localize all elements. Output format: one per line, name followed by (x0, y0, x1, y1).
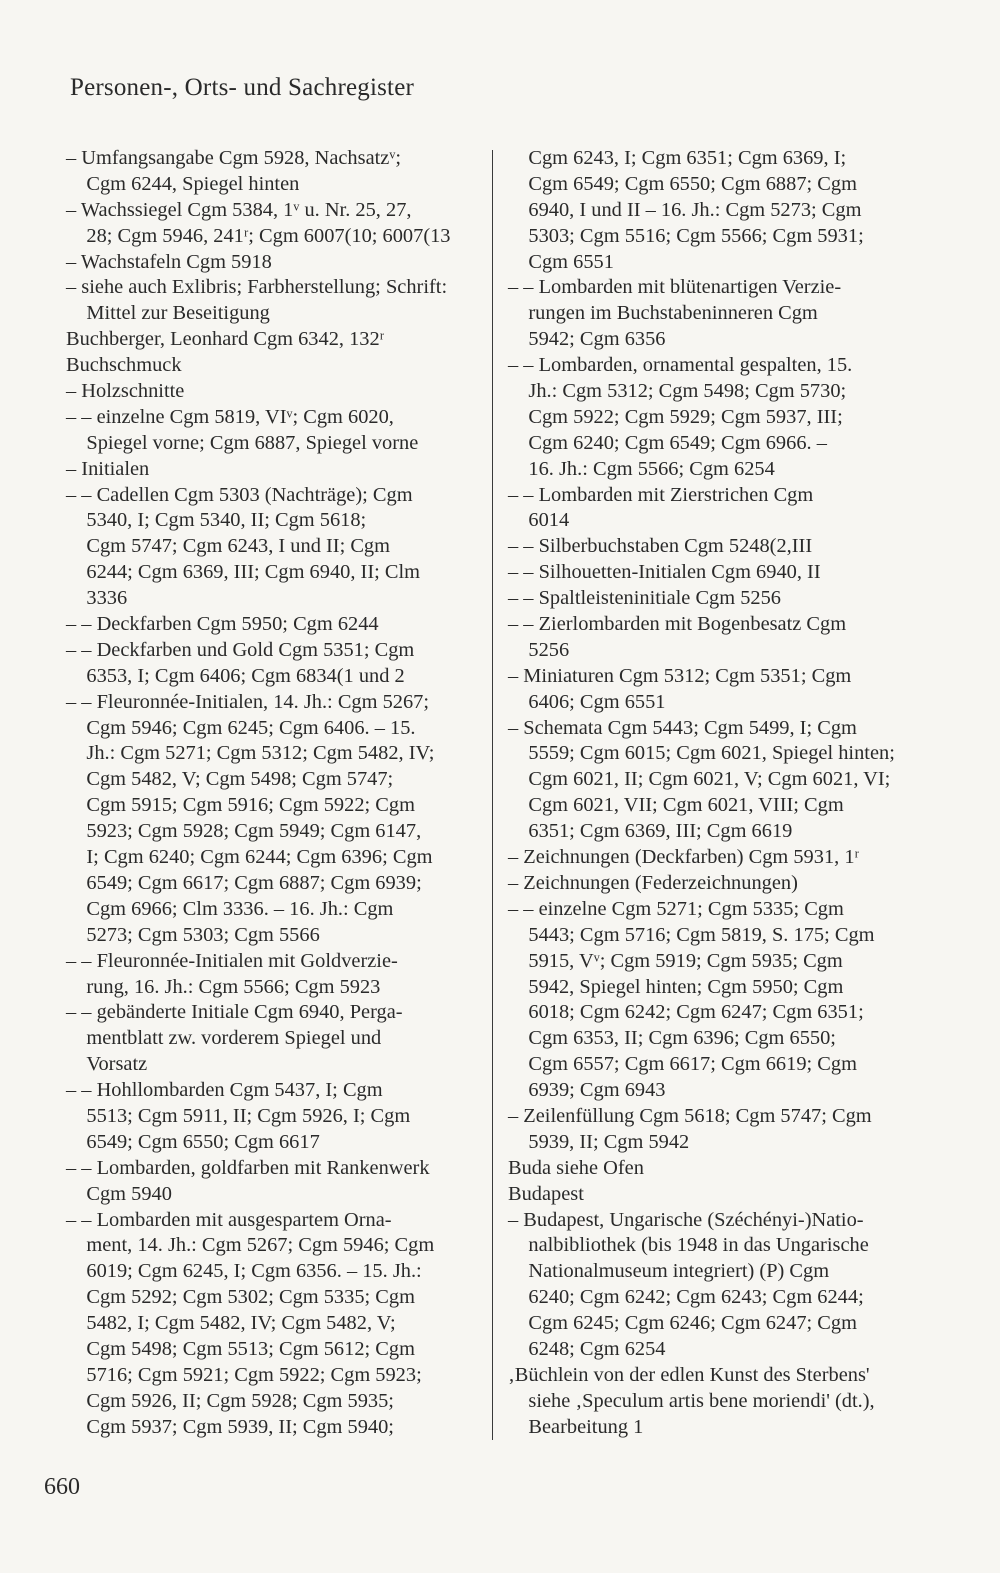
register-line: – – Silberbuchstaben Cgm 5248(2,III (508, 535, 813, 558)
register-line: Cgm 6244, Spiegel hinten (66, 172, 300, 195)
register-line: Budapest (508, 1182, 584, 1205)
register-line: 5923; Cgm 5928; Cgm 5949; Cgm 6147, (66, 820, 422, 843)
register-line: Cgm 5946; Cgm 6245; Cgm 6406. – 15. (66, 716, 416, 739)
register-line: Cgm 5498; Cgm 5513; Cgm 5612; Cgm (66, 1337, 415, 1360)
register-line: 5939, II; Cgm 5942 (508, 1130, 690, 1153)
register-line: – Umfangsangabe Cgm 5928, Nachsatzᵛ; (66, 147, 401, 169)
register-line: – Zeichnungen (Deckfarben) Cgm 5931, 1ʳ (508, 846, 859, 869)
register-line: Cgm 6966; Clm 3336. – 16. Jh.: Cgm (66, 897, 394, 920)
register-line: Buchschmuck (66, 354, 182, 377)
register-line: 5482, I; Cgm 5482, IV; Cgm 5482, V; (66, 1312, 396, 1335)
register-line: Cgm 6557; Cgm 6617; Cgm 6619; Cgm (508, 1053, 857, 1076)
register-line: nalbibliothek (bis 1948 in das Ungarische (508, 1234, 869, 1257)
register-line: – – Spaltleisteninitiale Cgm 5256 (508, 587, 781, 610)
register-line: 5340, I; Cgm 5340, II; Cgm 5618; (66, 509, 367, 532)
register-line: 28; Cgm 5946, 241ʳ; Cgm 6007(10; 6007(13 (66, 224, 451, 247)
register-line: 5513; Cgm 5911, II; Cgm 5926, I; Cgm (66, 1104, 411, 1127)
register-line: – Miniaturen Cgm 5312; Cgm 5351; Cgm (508, 664, 852, 687)
register-line: – Holzschnitte (66, 380, 185, 403)
register-line: Vorsatz (66, 1053, 148, 1076)
register-line: 5716; Cgm 5921; Cgm 5922; Cgm 5923; (66, 1363, 422, 1386)
register-line: 5273; Cgm 5303; Cgm 5566 (66, 923, 320, 946)
register-line: 6939; Cgm 6943 (508, 1079, 666, 1102)
register-line: Spiegel vorne; Cgm 6887, Spiegel vorne (66, 431, 419, 454)
register-line: rungen im Buchstabeninneren Cgm (508, 302, 818, 325)
register-line: – – Lombarden mit blütenartigen Verzie- (508, 276, 842, 299)
register-line: – – Deckfarben und Gold Cgm 5351; Cgm (66, 638, 415, 661)
register-line: Cgm 6243, I; Cgm 6351; Cgm 6369, I; (508, 147, 847, 169)
register-line: 6014 (508, 509, 570, 532)
register-line: 6248; Cgm 6254 (508, 1337, 666, 1360)
register-line: Cgm 5940 (66, 1182, 172, 1205)
register-line: Cgm 6240; Cgm 6549; Cgm 6966. – (508, 431, 827, 454)
register-line: 6940, I und II – 16. Jh.: Cgm 5273; Cgm (508, 198, 862, 221)
register-line: – Zeilenfüllung Cgm 5618; Cgm 5747; Cgm (508, 1104, 872, 1127)
page-title: Personen-, Orts- und Sachregister (70, 74, 415, 101)
register-line: – – einzelne Cgm 5271; Cgm 5335; Cgm (508, 897, 844, 920)
register-line: – – gebänderte Initiale Cgm 6940, Perga- (66, 1001, 403, 1024)
register-line: – – Zierlombarden mit Bogenbesatz Cgm (508, 613, 847, 636)
register-line: ment, 14. Jh.: Cgm 5267; Cgm 5946; Cgm (66, 1234, 435, 1257)
register-line: – – Lombarden, goldfarben mit Rankenwerk (66, 1156, 430, 1179)
register-line: I; Cgm 6240; Cgm 6244; Cgm 6396; Cgm (66, 846, 433, 869)
register-line: Cgm 5926, II; Cgm 5928; Cgm 5935; (66, 1389, 394, 1412)
register-line: – – einzelne Cgm 5819, VIᵛ; Cgm 6020, (66, 405, 394, 428)
register-line: 6353, I; Cgm 6406; Cgm 6834(1 und 2 (66, 664, 405, 687)
register-line: 6406; Cgm 6551 (508, 690, 666, 713)
register-line: – Schemata Cgm 5443; Cgm 5499, I; Cgm (508, 716, 857, 739)
register-line: Jh.: Cgm 5312; Cgm 5498; Cgm 5730; (508, 380, 847, 403)
register-line: – Initialen (66, 457, 150, 480)
register-line: – siehe auch Exlibris; Farbherstellung; Schrift: (66, 276, 448, 299)
register-line: Cgm 6353, II; Cgm 6396; Cgm 6550; (508, 1027, 836, 1050)
register-line: – Zeichnungen (Federzeichnungen) (508, 871, 798, 894)
register-line: – Wachssiegel Cgm 5384, 1ᵛ u. Nr. 25, 27, (66, 198, 412, 221)
register-line: Cgm 5482, V; Cgm 5498; Cgm 5747; (66, 768, 394, 791)
register-line: 6351; Cgm 6369, III; Cgm 6619 (508, 820, 793, 843)
register-line: – – Lombarden mit ausgespartem Orna- (66, 1208, 392, 1231)
register-line: Jh.: Cgm 5271; Cgm 5312; Cgm 5482, IV; (66, 742, 435, 765)
register-line: 6549; Cgm 6550; Cgm 6617 (66, 1130, 320, 1153)
register-line: ‚Büchlein von der edlen Kunst des Sterbens' (508, 1363, 870, 1386)
register-line: 5915, Vᵛ; Cgm 5919; Cgm 5935; Cgm (508, 949, 843, 972)
register-line: 5942, Spiegel hinten; Cgm 5950; Cgm (508, 975, 844, 998)
register-line: – – Deckfarben Cgm 5950; Cgm 6244 (66, 613, 379, 636)
register-line: Cgm 5922; Cgm 5929; Cgm 5937, III; (508, 405, 843, 428)
register-line: – – Lombarden, ornamental gespalten, 15. (508, 354, 853, 377)
register-line: – Wachstafeln Cgm 5918 (66, 250, 272, 273)
register-line: Buda siehe Ofen (508, 1156, 644, 1179)
register-line: Mittel zur Beseitigung (66, 302, 270, 325)
register-line: – – Hohllombarden Cgm 5437, I; Cgm (66, 1079, 383, 1102)
register-line: 16. Jh.: Cgm 5566; Cgm 6254 (508, 457, 775, 480)
register-line: Nationalmuseum integriert) (P) Cgm (508, 1260, 830, 1283)
right-column (508, 146, 938, 1441)
register-line: Cgm 6551 (508, 250, 614, 273)
register-line: 6244; Cgm 6369, III; Cgm 6940, II; Clm (66, 561, 420, 584)
register-line: Cgm 5937; Cgm 5939, II; Cgm 5940; (66, 1415, 394, 1438)
register-line: – – Fleuronnée-Initialen, 14. Jh.: Cgm 5267; (66, 690, 430, 713)
register-line: Cgm 6245; Cgm 6246; Cgm 6247; Cgm (508, 1312, 857, 1335)
register-line: Cgm 6021, II; Cgm 6021, V; Cgm 6021, VI; (508, 768, 891, 791)
register-line: 5559; Cgm 6015; Cgm 6021, Spiegel hinten; (508, 742, 895, 765)
register-line: – – Fleuronnée-Initialen mit Goldverzie- (66, 949, 398, 972)
register-line: Cgm 5292; Cgm 5302; Cgm 5335; Cgm (66, 1286, 415, 1309)
page-number: 660 (44, 1474, 80, 1500)
register-line: 3336 (66, 587, 128, 610)
register-line: Cgm 5747; Cgm 6243, I und II; Cgm (66, 535, 390, 558)
register-line: mentblatt zw. vorderem Spiegel und (66, 1027, 382, 1050)
register-line: 6240; Cgm 6242; Cgm 6243; Cgm 6244; (508, 1286, 864, 1309)
register-line: 6549; Cgm 6617; Cgm 6887; Cgm 6939; (66, 871, 422, 894)
register-line: – Budapest, Ungarische (Széchényi-)Natio- (508, 1208, 864, 1231)
register-line: – – Silhouetten-Initialen Cgm 6940, II (508, 561, 821, 584)
register-line: Bearbeitung 1 (508, 1415, 644, 1438)
register-line: – – Lombarden mit Zierstrichen Cgm (508, 483, 814, 506)
register-line: Cgm 6549; Cgm 6550; Cgm 6887; Cgm (508, 172, 857, 195)
register-line: 6019; Cgm 6245, I; Cgm 6356. – 15. Jh.: (66, 1260, 422, 1283)
register-line: siehe ‚Speculum artis bene moriendi' (dt.), (508, 1389, 875, 1412)
register-line: 5303; Cgm 5516; Cgm 5566; Cgm 5931; (508, 224, 864, 247)
register-line: Cgm 5915; Cgm 5916; Cgm 5922; Cgm (66, 794, 415, 817)
register-line: Buchberger, Leonhard Cgm 6342, 132ʳ (66, 328, 385, 351)
left-column (66, 146, 478, 1441)
register-line: Cgm 6021, VII; Cgm 6021, VIII; Cgm (508, 794, 844, 817)
register-line: 5942; Cgm 6356 (508, 328, 666, 351)
column-divider (492, 150, 493, 1440)
register-line: 6018; Cgm 6242; Cgm 6247; Cgm 6351; (508, 1001, 864, 1024)
register-line: rung, 16. Jh.: Cgm 5566; Cgm 5923 (66, 975, 381, 998)
register-line: – – Cadellen Cgm 5303 (Nachträge); Cgm (66, 483, 413, 506)
register-line: 5256 (508, 638, 570, 661)
register-line: 5443; Cgm 5716; Cgm 5819, S. 175; Cgm (508, 923, 875, 946)
